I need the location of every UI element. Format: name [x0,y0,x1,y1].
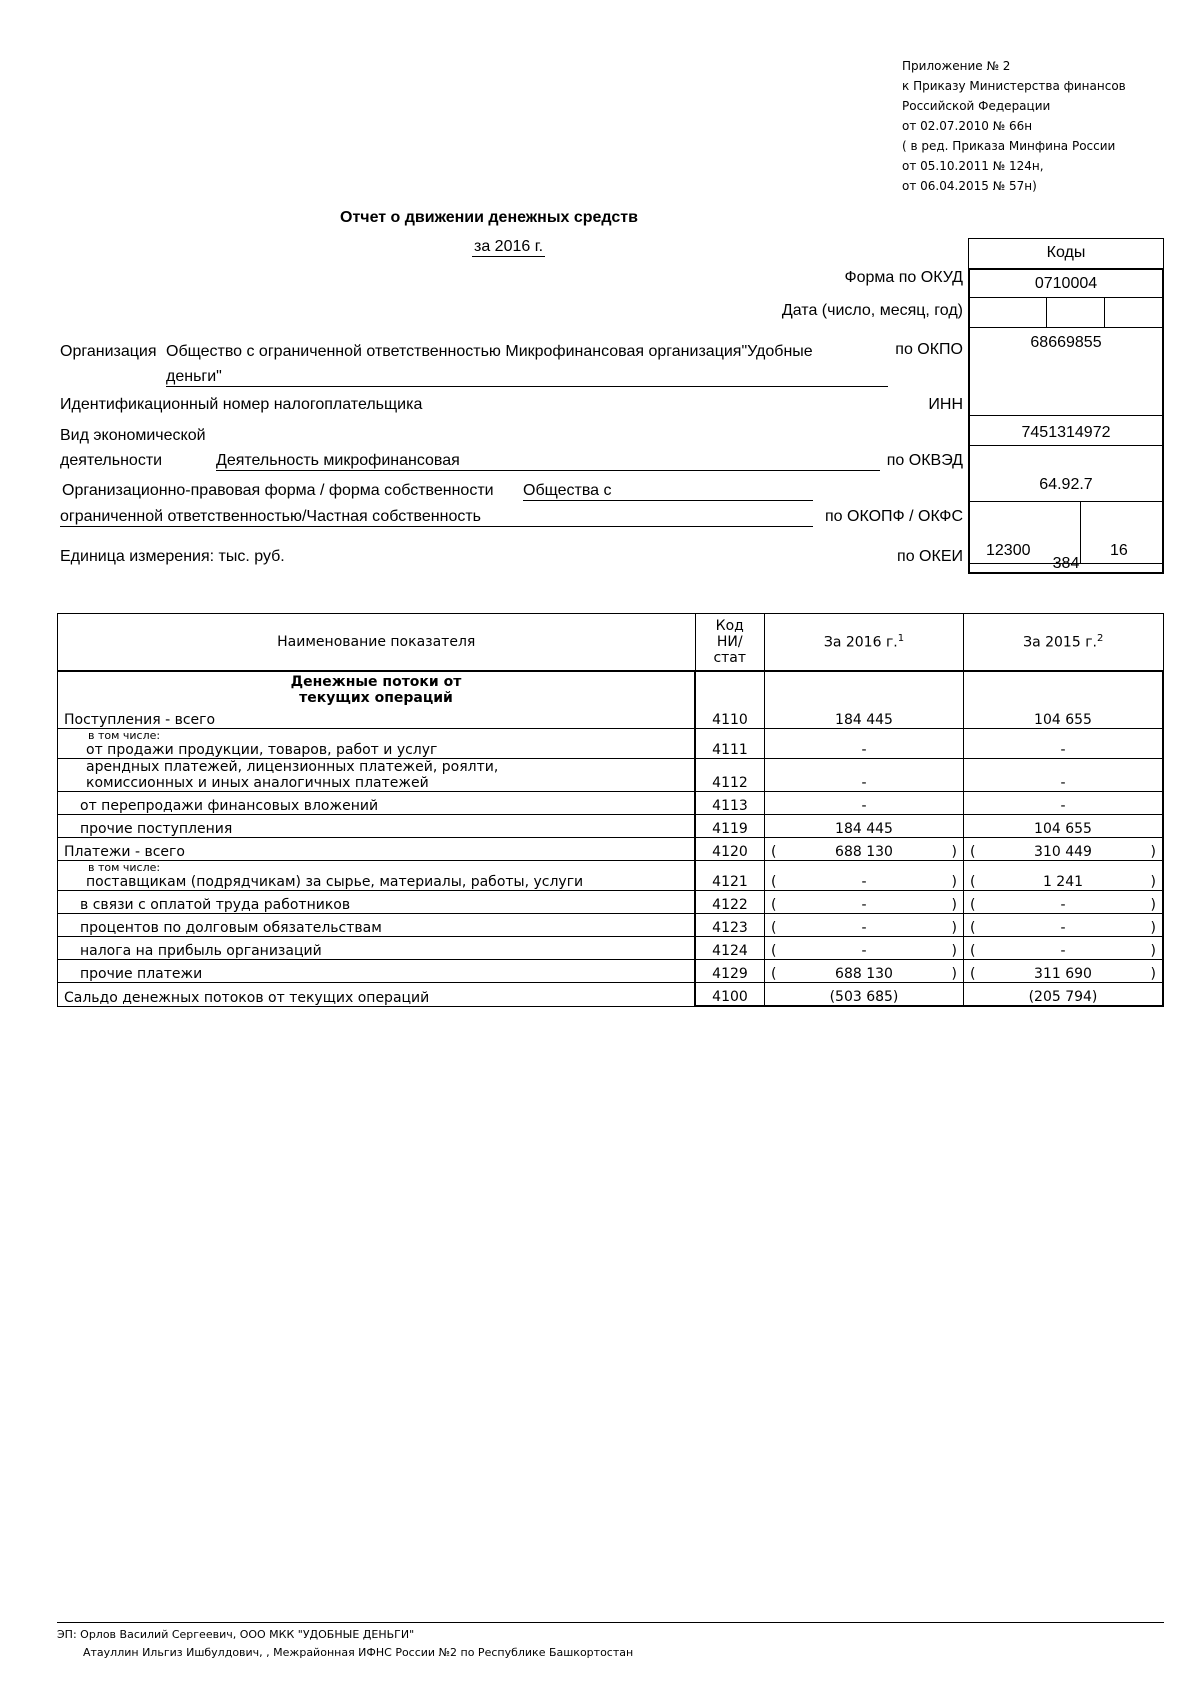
section-title [58,671,696,706]
row-value-2016-text: - [861,943,867,959]
row-code: 4100 [695,983,765,1007]
signature-line-2: Атауллин Ильгиз Ишбулдович, , Межрайонная ИФНС России №2 по Республике Башкортостан [83,1646,634,1659]
row-value-2015: ( 311 690 ) [964,960,1164,983]
row-value-2016: ( - ) [765,891,964,914]
row-value-2015-text: 310 449 [1034,844,1092,860]
row-value-2016: ( 688 130 ) [765,960,964,983]
okud-value: 0710004 [968,270,1164,298]
unit-label: Единица измерения: тыс. руб. [60,548,285,565]
okved-label: по ОКВЭД [886,452,963,469]
table-row [58,914,1164,937]
table-row [58,861,1164,891]
row-code: 4111 [695,729,765,759]
okved-value: 64.92.7 [968,446,1164,502]
row-value-2016-text: - [861,920,867,936]
date-cells [968,298,1164,328]
inn-full-label: Идентификационный номер налогоплательщика [60,396,423,413]
annex-line: к Приказу Министерства финансов [902,79,1126,93]
row-note: в том числе: [88,729,161,742]
cash-flow-table [57,613,1164,1007]
row-code: 4119 [695,815,765,838]
row-name: процентов по долговым обязательствам [58,914,696,937]
row-name: Поступления - всего [58,706,696,729]
annex-note [902,56,1126,196]
row-code: 4120 [695,838,765,861]
header-code [695,614,765,672]
row-code: 4124 [695,937,765,960]
row-value-2015: 104 655 [964,815,1164,838]
row-code: 4123 [695,914,765,937]
annex-line: Приложение № 2 [902,59,1011,73]
row-value-2015-text: 311 690 [1034,966,1092,982]
header-2016 [765,614,964,672]
okei-label: по ОКЕИ [897,548,963,565]
codes-box [968,238,1164,574]
activity-value: Деятельность микрофинансовая [216,452,880,471]
row-value-2015-text: 1 241 [1042,874,1084,890]
header-2016-note: 1 [897,633,905,645]
row-value-2015: ( - ) [964,914,1164,937]
row-name-text: поставщикам (подрядчикам) за сырье, материалы, работы, услуги [86,874,584,890]
activity-label-1: Вид экономической [60,427,206,444]
row-name: прочие платежи [58,960,696,983]
header-2016-label: За 2016 г. [823,634,898,651]
annex-line: ( в ред. Приказа Минфина России [902,139,1116,153]
row-value-2015: (205 794) [964,983,1164,1007]
header-name: Наименование показателя [58,614,696,672]
row-name: Платежи - всего [58,838,696,861]
header-2015-note: 2 [1097,633,1104,645]
org-name-line1: Общество с ограниченной ответственностью Микрофинансовая организация"Удобные [166,343,813,360]
header-code-line1: Код НИ/ [715,618,744,650]
row-value-2016: 184 445 [765,815,964,838]
inn-label: ИНН [928,396,963,413]
table-row [58,729,1164,759]
table-row [58,983,1164,1007]
table-row [58,937,1164,960]
row-value-2016: ( - ) [765,861,964,891]
row-value-2015-text: - [1060,943,1066,959]
row-value-2015-text: - [1060,920,1066,936]
okpo-value: 68669855 [968,328,1164,416]
row-value-2016: ( 688 130 ) [765,838,964,861]
row-value-2016-text: - [861,874,867,890]
row-value-2015: ( 310 449 ) [964,838,1164,861]
row-code: 4122 [695,891,765,914]
report-title: Отчет о движении денежных средств [340,209,638,226]
date-label: Дата (число, месяц, год) [781,302,963,319]
row-value-2015: - [964,792,1164,815]
annex-line: от 06.04.2015 № 57н) [902,179,1037,193]
org-name-line2: деньги" [166,368,888,387]
okopf-label: по ОКОПФ / ОКФС [825,508,963,525]
inn-value: 7451314972 [968,416,1164,446]
report-period: за 2016 г. [474,238,544,255]
row-value-2015: ( 1 241 ) [964,861,1164,891]
okfs-value: 16 [1110,542,1128,559]
table-row [58,838,1164,861]
row-value-2016: (503 685) [765,983,964,1007]
okei-value: 384 [1052,555,1080,572]
table-row [58,815,1164,838]
row-name: Сальдо денежных потоков от текущих операций [58,983,696,1007]
header-code-line2: стат [713,650,747,666]
okpo-label: по ОКПО [895,341,963,358]
table-header-row [58,614,1164,672]
row-value-2015-text: - [1060,897,1066,913]
signature-footer [57,1626,633,1662]
row-name [58,759,696,792]
footer-divider [57,1622,1164,1623]
annex-line: Российской Федерации [902,99,1051,113]
annex-line: от 05.10.2011 № 124н, [902,159,1044,173]
legal-form-label: Организационно-правовая форма / форма собственности [62,482,494,499]
row-name-text: комиссионных и иных аналогичных платежей [86,775,429,791]
okopf-value: 12300 [986,542,1031,559]
row-code: 4121 [695,861,765,891]
row-value-2016: 184 445 [765,706,964,729]
row-name [58,861,696,891]
row-name: в связи с оплатой труда работников [58,891,696,914]
row-code: 4113 [695,792,765,815]
org-label: Организация [60,343,157,360]
codes-header: Коды [968,238,1164,268]
row-name-line1: арендных платежей, лицензионных платежей, роялти, [86,759,499,775]
row-note: в том числе: [88,861,161,874]
table-row [58,891,1164,914]
annex-line: от 02.07.2010 № 66н [902,119,1033,133]
table-row [58,759,1164,792]
row-code: 4110 [695,706,765,729]
table-row [58,706,1164,729]
row-value-2016: ( - ) [765,937,964,960]
section-title-line2: текущих операций [299,690,453,706]
row-name [58,729,696,759]
row-name: от перепродажи финансовых вложений [58,792,696,815]
row-value-2015: - [964,729,1164,759]
legal-form-value-1: Общества с [523,482,813,501]
legal-form-value-2: ограниченной ответственностью/Частная собственность [60,508,813,527]
row-value-2016-text: - [861,897,867,913]
row-value-2016: - [765,792,964,815]
row-value-2015: 104 655 [964,706,1164,729]
row-value-2016-text: 688 130 [835,966,893,982]
row-value-2016-text: 688 130 [835,844,893,860]
row-code: 4112 [695,759,765,792]
table-row [58,671,1164,706]
okud-label: Форма по ОКУД [844,269,963,286]
header-2015 [964,614,1164,672]
row-value-2015: ( - ) [964,891,1164,914]
table-row [58,960,1164,983]
section-title-line1: Денежные потоки от [290,674,462,690]
row-name: налога на прибыль организаций [58,937,696,960]
row-name: прочие поступления [58,815,696,838]
table-row [58,792,1164,815]
row-value-2015: - [964,759,1164,792]
row-name-text: от продажи продукции, товаров, работ и услуг [86,742,438,758]
header-2015-label: За 2015 г. [1023,634,1097,651]
row-value-2016: ( - ) [765,914,964,937]
row-code: 4129 [695,960,765,983]
row-value-2016: - [765,729,964,759]
row-value-2015: ( - ) [964,937,1164,960]
signature-line-1: ЭП: Орлов Василий Сергеевич, ООО МКК "УДОБНЫЕ ДЕНЬГИ" [57,1628,415,1641]
row-value-2016: - [765,759,964,792]
activity-label-2: деятельности [60,452,163,469]
